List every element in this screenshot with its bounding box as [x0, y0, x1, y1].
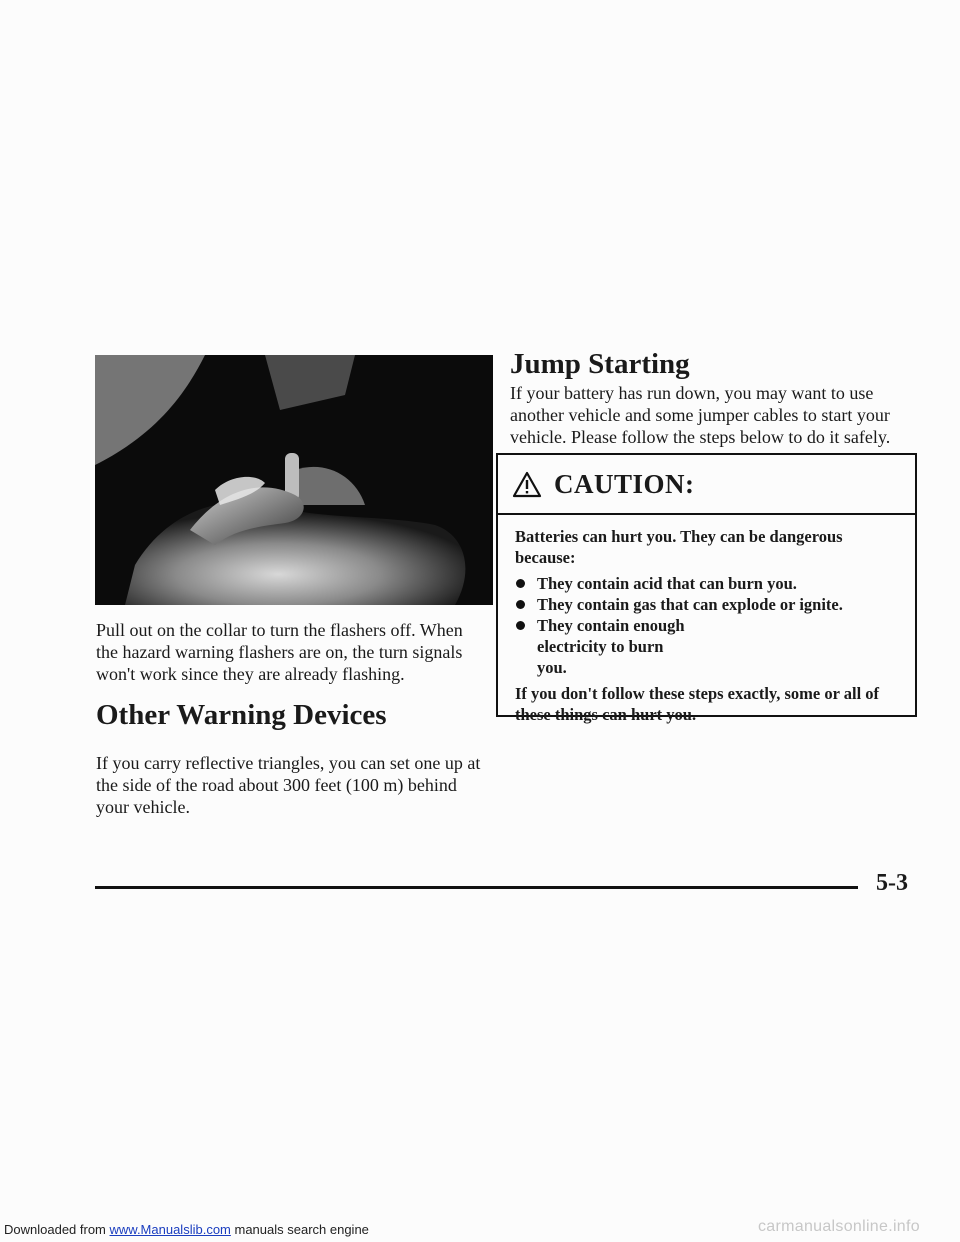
bullet-icon: [516, 621, 525, 630]
other-warning-devices-heading: Other Warning Devices: [96, 699, 387, 731]
footer-suffix: manuals search engine: [230, 1222, 369, 1237]
warning-triangle-icon: [512, 471, 542, 498]
bullet-icon: [516, 579, 525, 588]
footer-prefix: Downloaded from: [4, 1222, 110, 1237]
site-watermark: carmanualsonline.info: [758, 1218, 920, 1235]
hazard-flasher-photo: [95, 355, 493, 605]
manualslib-link[interactable]: www.Manualslib.com: [109, 1222, 231, 1237]
caution-list-item: They contain enough electricity to burn you.: [515, 615, 687, 678]
page-footer-rule: [95, 886, 858, 889]
caution-list: [515, 573, 901, 678]
jump-starting-paragraph: If your battery has run down, you may want to use another vehicle and some jumper cables to start your vehicle. Please follow the steps below to do it safely.: [510, 383, 891, 447]
caution-closing: If you don't follow these steps exactly, some or all of these things can hurt you.: [515, 684, 880, 724]
jump-starting-heading: Jump Starting: [510, 348, 690, 380]
flasher-off-paragraph: Pull out on the collar to turn the flashers off. When the hazard warning flashers are on, the turn signals won't work since they are already flashing.: [96, 620, 463, 684]
caution-list-item: They contain acid that can burn you.: [515, 573, 901, 594]
caution-header: [498, 455, 915, 515]
caution-body: [498, 515, 915, 725]
other-warning-devices-paragraph: If you carry reflective triangles, you can set one up at the side of the road about 300 feet (100 m) behind your vehicle.: [96, 753, 481, 817]
caution-title: CAUTION:: [554, 468, 695, 499]
caution-list-item: They contain gas that can explode or ignite.: [515, 594, 901, 615]
page-number: 5-3: [876, 870, 908, 896]
bullet-icon: [516, 600, 525, 609]
download-footer: [4, 1222, 369, 1238]
caution-intro: Batteries can hurt you. They can be dangerous because:: [515, 527, 843, 567]
caution-box: [496, 453, 917, 724]
